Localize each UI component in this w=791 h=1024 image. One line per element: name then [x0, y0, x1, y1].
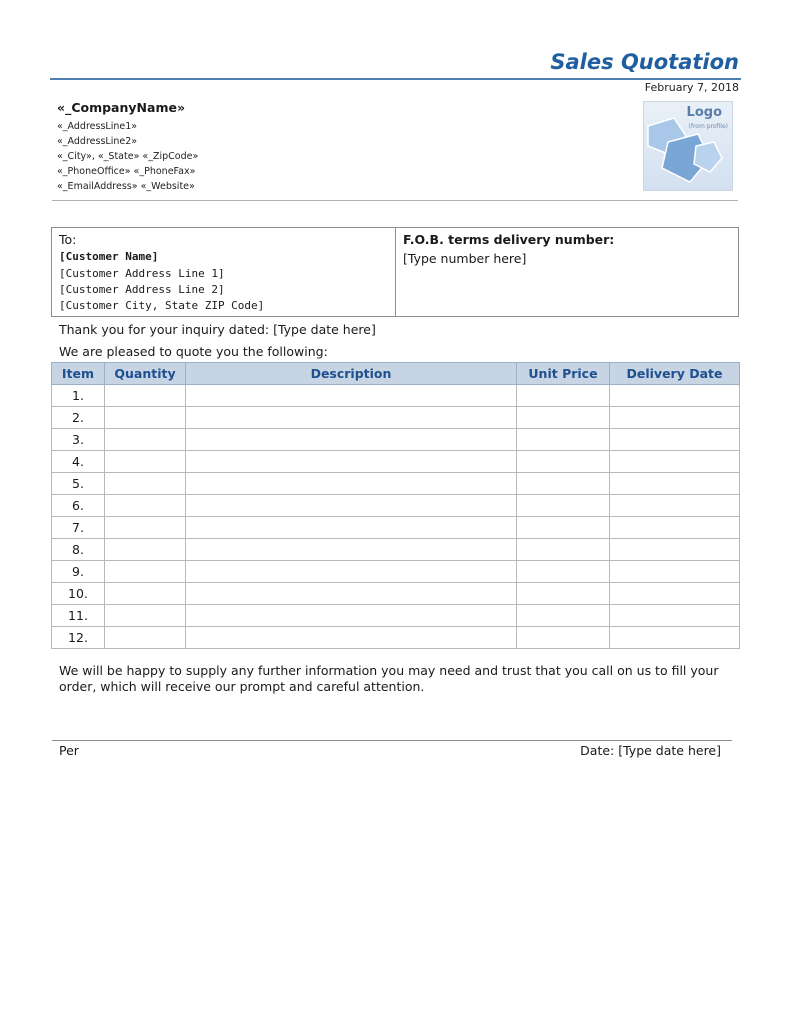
unit-price-cell[interactable] — [517, 473, 610, 495]
delivery-date-cell[interactable] — [610, 539, 740, 561]
quantity-cell[interactable] — [105, 385, 186, 407]
customer-address-line-2-field[interactable]: [Customer Address Line 2] — [59, 283, 225, 296]
quantity-cell[interactable] — [105, 627, 186, 649]
table-row — [52, 451, 740, 473]
table-header-row — [52, 363, 740, 385]
table-row — [52, 473, 740, 495]
table-row — [52, 539, 740, 561]
table-row — [52, 605, 740, 627]
description-cell[interactable] — [186, 627, 517, 649]
quantity-cell[interactable] — [105, 473, 186, 495]
item-number-cell: 5. — [52, 473, 105, 495]
quantity-cell[interactable] — [105, 605, 186, 627]
document-date: February 7, 2018 — [644, 81, 739, 94]
item-number-cell: 2. — [52, 407, 105, 429]
item-number-cell: 4. — [52, 451, 105, 473]
fob-number-field[interactable]: [Type number here] — [403, 251, 527, 266]
delivery-date-cell[interactable] — [610, 495, 740, 517]
item-number-cell: 12. — [52, 627, 105, 649]
delivery-date-cell[interactable] — [610, 583, 740, 605]
recipient-box-divider — [395, 228, 396, 316]
company-phone-fax: «_PhoneOffice» «_PhoneFax» — [57, 166, 196, 177]
delivery-date-cell[interactable] — [610, 473, 740, 495]
quantity-cell[interactable] — [105, 495, 186, 517]
customer-name-field[interactable]: [Customer Name] — [59, 250, 159, 263]
unit-price-cell[interactable] — [517, 583, 610, 605]
item-number-cell: 9. — [52, 561, 105, 583]
unit-price-cell[interactable] — [517, 605, 610, 627]
description-cell[interactable] — [186, 495, 517, 517]
fob-label: F.O.B. terms delivery number: — [403, 232, 615, 247]
description-cell[interactable] — [186, 539, 517, 561]
title-rule — [50, 78, 741, 80]
unit-price-cell[interactable] — [517, 451, 610, 473]
inquiry-date-line[interactable]: Thank you for your inquiry dated: [Type date here] — [59, 322, 376, 337]
description-cell[interactable] — [186, 473, 517, 495]
closing-paragraph: We will be happy to supply any further information you may need and trust that you call on us to fill your order, which will receive our prompt and careful attention. — [59, 663, 719, 694]
table-row — [52, 517, 740, 539]
company-email-website: «_EmailAddress» «_Website» — [57, 181, 195, 192]
company-address-line-2: «_AddressLine2» — [57, 136, 138, 147]
delivery-date-cell[interactable] — [610, 517, 740, 539]
unit-price-cell[interactable] — [517, 627, 610, 649]
unit-price-cell[interactable] — [517, 407, 610, 429]
logo-text: Logo — [686, 105, 722, 120]
item-number-cell: 10. — [52, 583, 105, 605]
unit-price-cell[interactable] — [517, 517, 610, 539]
description-cell[interactable] — [186, 407, 517, 429]
delivery-date-cell[interactable] — [610, 627, 740, 649]
table-row — [52, 583, 740, 605]
description-cell[interactable] — [186, 605, 517, 627]
table-row — [52, 407, 740, 429]
company-city-state-zip: «_City», «_State» «_ZipCode» — [57, 151, 199, 162]
unit-price-cell[interactable] — [517, 385, 610, 407]
document-title: Sales Quotation — [550, 50, 739, 74]
table-row — [52, 429, 740, 451]
column-header-delivery-date: Delivery Date — [610, 363, 740, 385]
quantity-cell[interactable] — [105, 407, 186, 429]
per-label: Per — [59, 743, 79, 758]
unit-price-cell[interactable] — [517, 561, 610, 583]
delivery-date-cell[interactable] — [610, 561, 740, 583]
delivery-date-cell[interactable] — [610, 385, 740, 407]
unit-price-cell[interactable] — [517, 429, 610, 451]
to-label: To: — [59, 232, 77, 247]
delivery-date-cell[interactable] — [610, 407, 740, 429]
customer-address-line-1-field[interactable]: [Customer Address Line 1] — [59, 267, 225, 280]
table-row — [52, 385, 740, 407]
quantity-cell[interactable] — [105, 517, 186, 539]
quantity-cell[interactable] — [105, 583, 186, 605]
item-number-cell: 6. — [52, 495, 105, 517]
description-cell[interactable] — [186, 385, 517, 407]
delivery-date-cell[interactable] — [610, 451, 740, 473]
unit-price-cell[interactable] — [517, 495, 610, 517]
company-name: «_CompanyName» — [57, 100, 186, 115]
description-cell[interactable] — [186, 451, 517, 473]
delivery-date-cell[interactable] — [610, 605, 740, 627]
item-number-cell: 1. — [52, 385, 105, 407]
quotation-items-table — [51, 362, 740, 649]
description-cell[interactable] — [186, 429, 517, 451]
column-header-quantity: Quantity — [105, 363, 186, 385]
quantity-cell[interactable] — [105, 561, 186, 583]
table-row — [52, 627, 740, 649]
quantity-cell[interactable] — [105, 429, 186, 451]
table-row — [52, 495, 740, 517]
delivery-date-cell[interactable] — [610, 429, 740, 451]
description-cell[interactable] — [186, 583, 517, 605]
recipient-box — [51, 227, 739, 317]
description-cell[interactable] — [186, 561, 517, 583]
column-header-unit-price: Unit Price — [517, 363, 610, 385]
column-header-description: Description — [186, 363, 517, 385]
table-row — [52, 561, 740, 583]
customer-city-state-zip-field[interactable]: [Customer City, State ZIP Code] — [59, 299, 265, 312]
item-number-cell: 11. — [52, 605, 105, 627]
item-number-cell: 8. — [52, 539, 105, 561]
column-header-item: Item — [52, 363, 105, 385]
quote-intro-line: We are pleased to quote you the following: — [59, 344, 328, 359]
item-number-cell: 7. — [52, 517, 105, 539]
unit-price-cell[interactable] — [517, 539, 610, 561]
description-cell[interactable] — [186, 517, 517, 539]
signature-rule — [52, 740, 732, 741]
company-logo — [643, 101, 733, 191]
signature-date-field[interactable]: Date: [Type date here] — [580, 743, 721, 758]
company-address-line-1: «_AddressLine1» — [57, 121, 138, 132]
logo-subtext: (from profile) — [688, 123, 728, 130]
header-divider — [52, 200, 738, 201]
quantity-cell[interactable] — [105, 451, 186, 473]
quantity-cell[interactable] — [105, 539, 186, 561]
item-number-cell: 3. — [52, 429, 105, 451]
